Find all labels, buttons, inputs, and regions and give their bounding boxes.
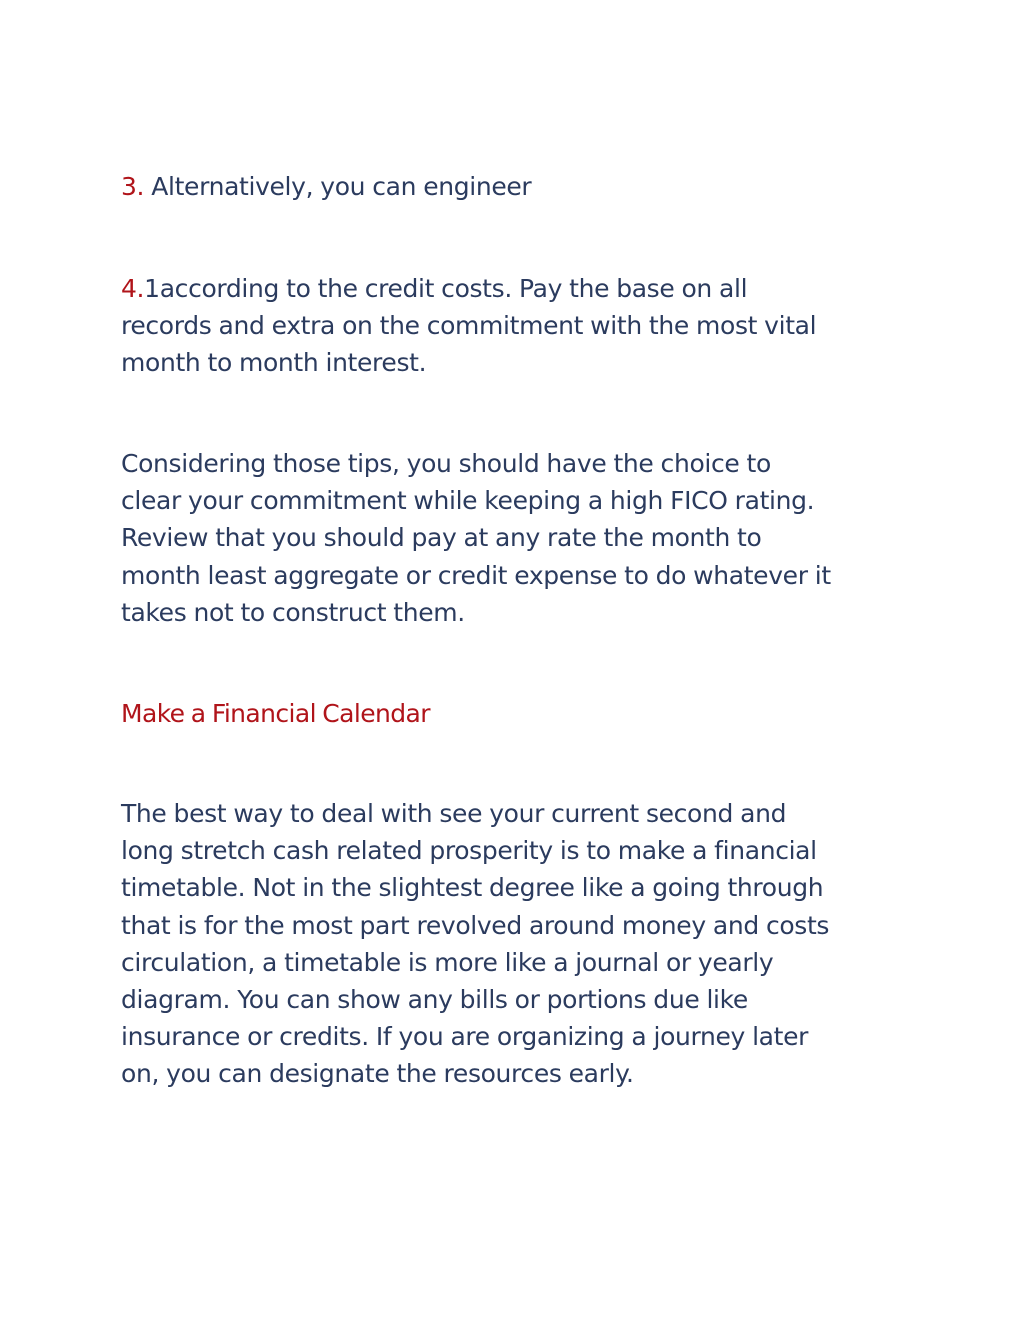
paragraph-line: month least aggregate or credit expense to do whatever it xyxy=(121,560,831,590)
list-item-4-line-text: 1according to the credit costs. Pay the base on all xyxy=(144,274,748,303)
paragraph-line: Considering those tips, you should have the choice to xyxy=(121,449,771,478)
list-number-3: 3. xyxy=(121,172,145,201)
list-item-3 xyxy=(121,168,911,205)
list-item-4-line: records and extra on the commitment with the most vital xyxy=(121,311,817,341)
paragraph-line: that is for the most part revolved around money and costs xyxy=(121,910,830,940)
paragraph-line: clear your commitment while keeping a high FICO rating. xyxy=(121,486,815,516)
list-item-4 xyxy=(121,270,911,382)
paragraph-tips xyxy=(121,445,911,631)
paragraph-line: diagram. You can show any bills or portions due like xyxy=(121,985,748,1015)
paragraph-line: on, you can designate the resources early. xyxy=(121,1059,634,1089)
paragraph-line: Review that you should pay at any rate the month to xyxy=(121,523,762,553)
paragraph-line: The best way to deal with see your current second and xyxy=(121,799,787,828)
section-heading: Make a Financial Calendar xyxy=(121,699,430,728)
paragraph-line: circulation, a timetable is more like a journal or yearly xyxy=(121,947,774,977)
paragraph-calendar xyxy=(121,795,911,1093)
paragraph-line: insurance or credits. If you are organizing a journey later xyxy=(121,1022,809,1052)
list-item-4-line xyxy=(121,270,911,307)
list-item-3-text: Alternatively, you can engineer xyxy=(144,172,532,201)
paragraph-line: long stretch cash related prosperity is to make a financial xyxy=(121,836,817,866)
list-number-4: 4. xyxy=(121,274,145,303)
paragraph-line: timetable. Not in the slightest degree like a going through xyxy=(121,873,824,903)
list-item-4-line: month to month interest. xyxy=(121,348,427,378)
paragraph-line: takes not to construct them. xyxy=(121,597,465,627)
